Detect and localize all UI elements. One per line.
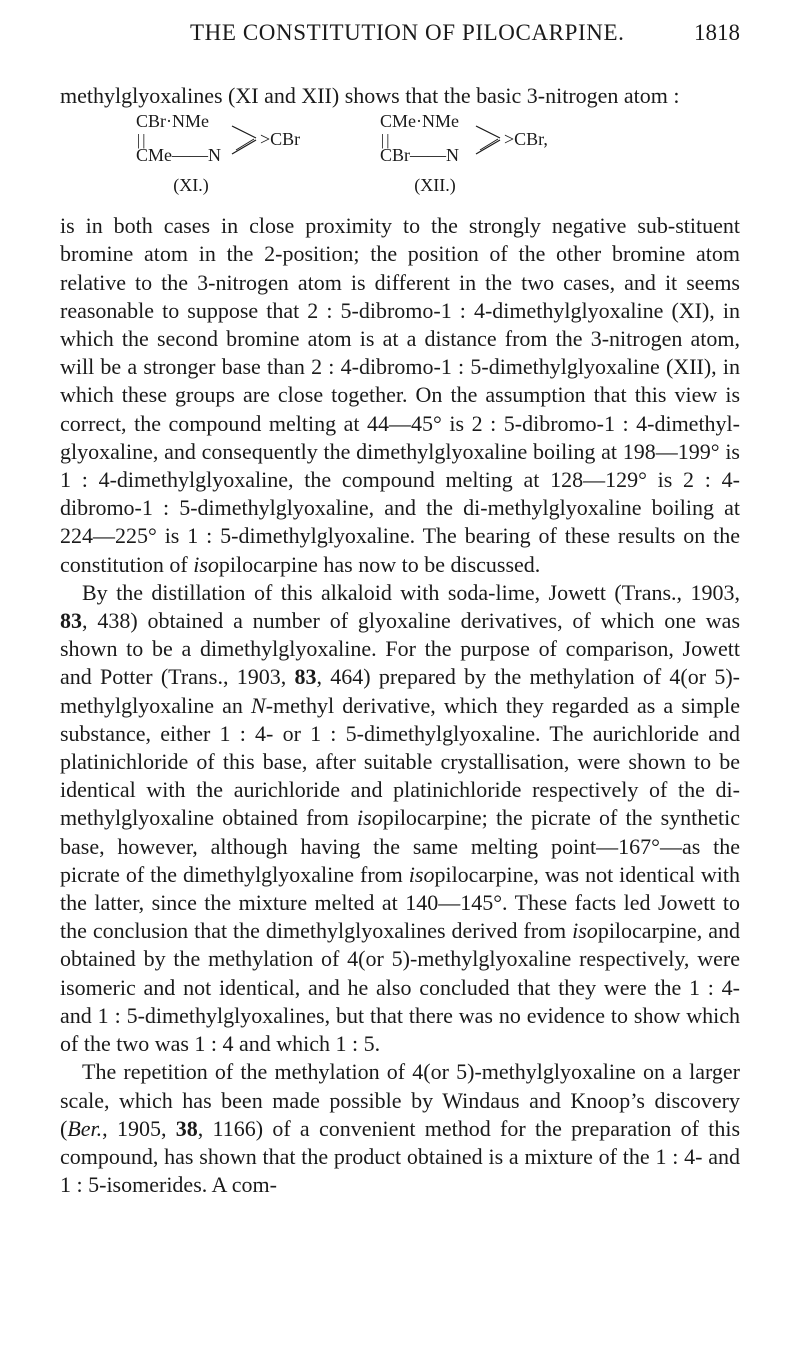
ring-bond-icon [474,120,504,160]
formula-xii-label: (XII.) [414,175,456,196]
paragraph-intro [60,82,740,110]
paragraph-2: By the distillation of this alkaloid with soda-lime, Jowett (Trans., 1903, 83, 438) obtained a number of glyoxaline derivatives, of which one was shown to be a dimethylglyoxaline. For the purpose of comparison, Jowett and Potter (Trans., 1903, 83, 464) prepared by the methylation of 4(or 5)-methylglyoxaline an N-methyl derivative, which they regarded as a simple substance, either 1 : 4- or 1 : 5-dimethylglyoxaline. The aurichloride and platinichloride of this base, after suitable crystallisation, were shown to be identical with the aurichloride and platinichloride respectively of the di-methylglyoxaline obtained from isopilocarpine; the picrate of the synthetic base, however, although having the same melting point—167°—as the picrate of the dimethylglyoxaline from isopilocarpine, was not identical with the latter, since the mixture melted at 140—145°. These facts led Jowett to the conclusion that the dimethylglyoxalines derived from isopilocarpine, and obtained by the methylation of 4(or 5)-methylglyoxaline respectively, were isomeric and not identical, and he also concluded that they were the 1 : 4- and 1 : 5-dimethylglyoxalines, but that there was no evidence to show which of the two was 1 : 4 and which 1 : 5. [60,579,740,1057]
formula-xi [136,112,336,208]
paragraph-1: is in both cases in close proximity to the strongly negative sub-stituent bromine atom in the 2-position; the position of the other bromine atom relative to the 3-nitrogen atom is different in the two cases, and it seems reasonable to suppose that 2 : 5-dibromo-1 : 4-dimethylglyoxaline (XI), in which the second bromine atom is at a distance from the 3-nitrogen atom, will be a stronger base than 2 : 4-dibromo-1 : 5-dimethylglyoxaline (XII), in which these groups are close together. On the assumption that this view is correct, the compound melting at 44—45° is 2 : 5-dibromo-1 : 4-dimethyl-glyoxaline, and consequently the dimethylglyoxaline boiling at 198—199° is 1 : 4-dimethylglyoxaline, the compound melting at 128—129° is 2 : 4-dibromo-1 : 5-dimethylglyoxaline, and the di-methylglyoxaline boiling at 224—225° is 1 : 5-dimethylglyoxaline. The bearing of these results on the constitution of isopilocarpine has now to be discussed. [60,213,740,577]
formula-xii [380,112,580,208]
formula-xi-label: (XI.) [173,175,209,196]
double-bond-icon: | | [381,132,389,150]
formula-xi-ligand: >CBr [260,129,301,150]
formula-xii-line1: CMe·NMe [380,111,459,132]
formula-xii-line2: CBr——N [380,145,460,166]
double-bond-icon: | | [137,132,145,150]
page-number: 1818 [694,20,740,45]
formula-xii-ligand: >CBr, [504,129,548,150]
body-text [60,82,740,1199]
running-title: THE CONSTITUTION OF PILOCARPINE. [190,20,625,45]
intro-text: methylglyoxalines (XI and XII) shows that the basic 3-nitrogen atom : [60,83,680,108]
structural-formulae [60,112,740,208]
ring-bond-icon [230,120,260,160]
paragraph-3: The repetition of the methylation of 4(or 5)-methylglyoxaline on a larger scale, which has been made possible by Windaus and Knoop’s discovery (Ber., 1905, 38, 1166) of a convenient method for the preparation of this compound, has shown that the product obtained is a mixture of the 1 : 4- and 1 : 5-isomerides. A com- [60,1059,741,1198]
page-header [60,18,740,58]
formula-xi-line2: CMe——N [136,145,221,166]
formula-xi-line1: CBr·NMe [136,111,209,132]
